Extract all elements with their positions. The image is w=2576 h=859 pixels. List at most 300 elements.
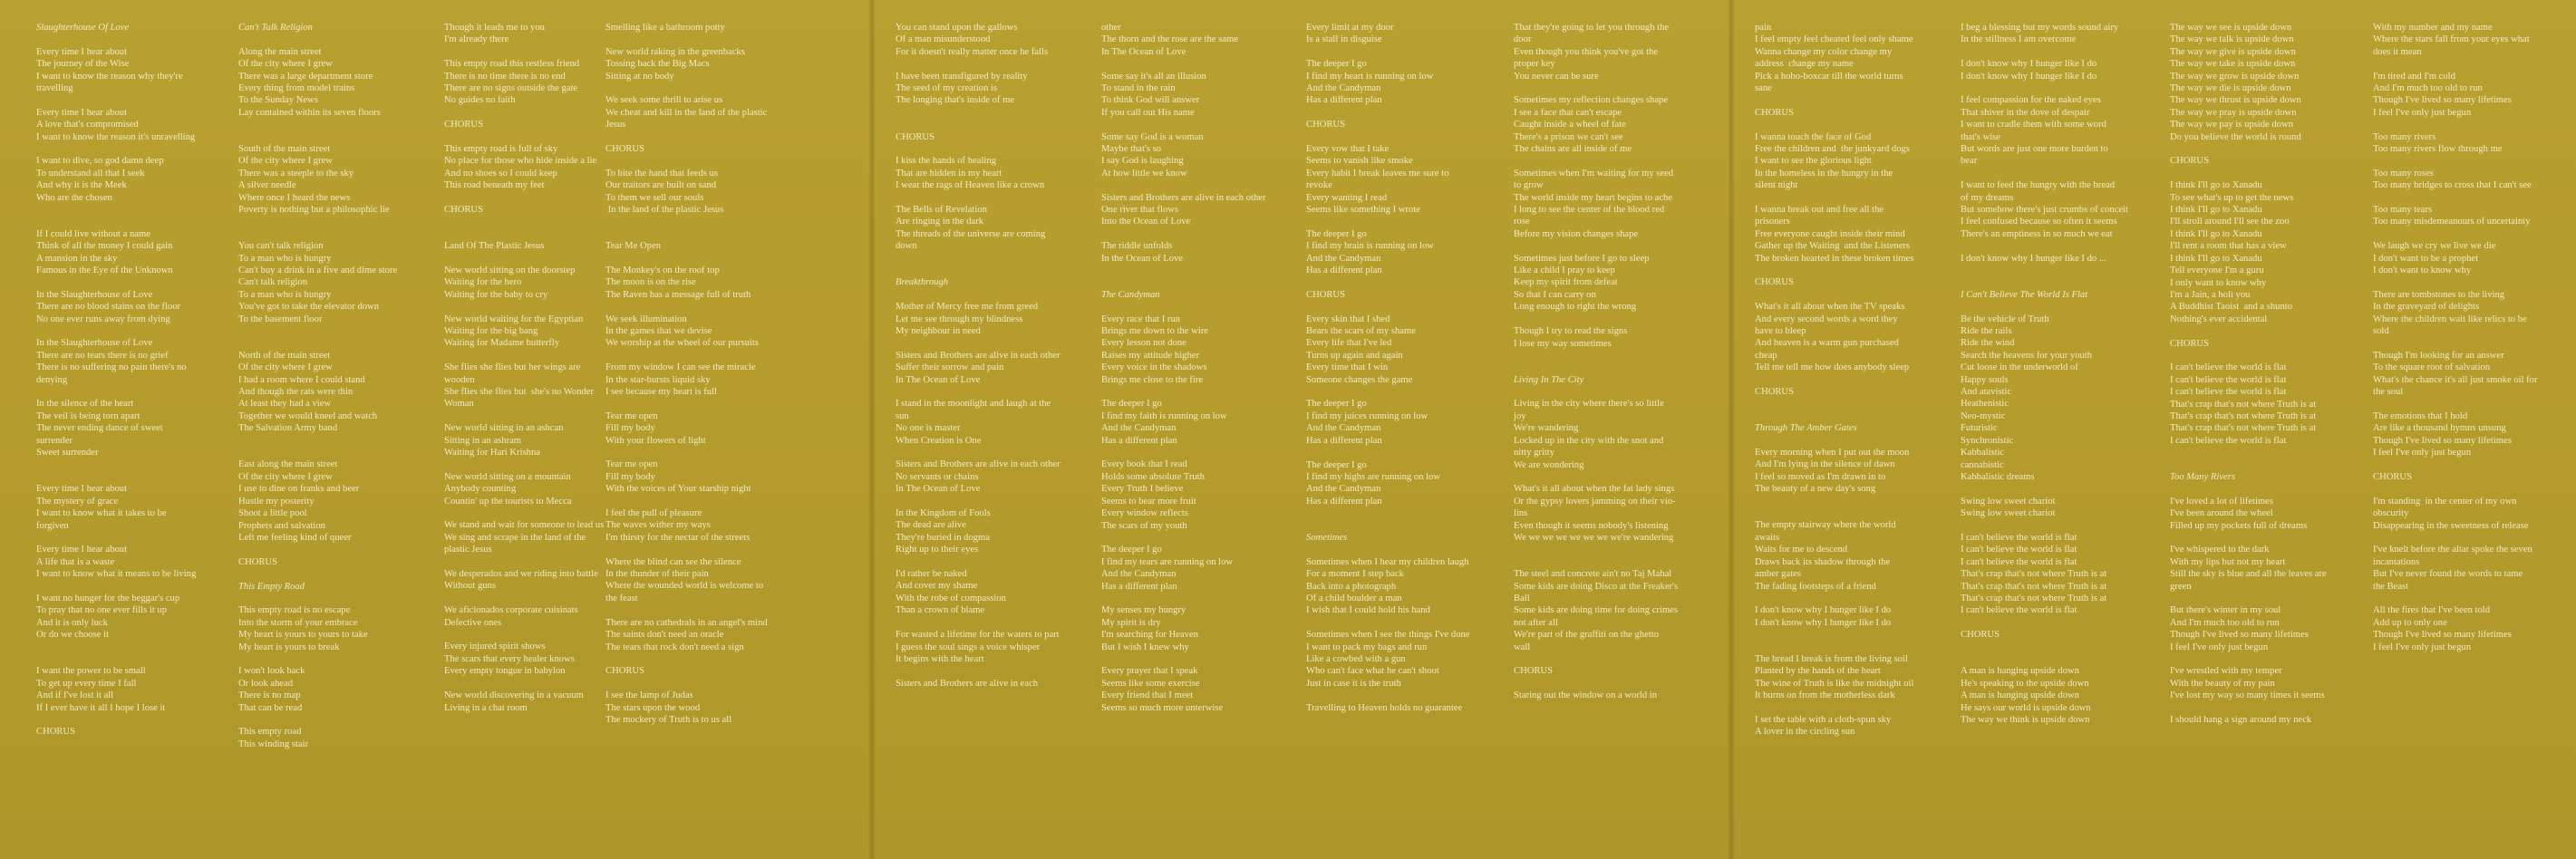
lyric-line: I can't believe the world is flat [2170,362,2287,373]
lyric-line: The beauty of a new day's song [1755,484,1876,495]
lyric-line: Ball [1514,593,1530,603]
lyric-line [36,276,218,288]
lyric-line [444,350,625,362]
lyric-line: Who are the chosen [36,192,112,203]
booklet-panel-3 [1731,0,2576,859]
lyric-line [36,216,218,227]
lyric-line: I guess the soul sings a voice whisper [896,642,1041,652]
lyric-line: The broken hearted in these broken times [1755,253,1914,264]
lyric-line [605,447,787,458]
lyric-line: There are tombstones to the living [2373,289,2505,300]
lyric-line: And heaven is a warm gun purchased [1755,338,1899,349]
lyric-line: We're wandering [1514,423,1579,434]
lyric-line [2373,593,2554,604]
lyric-line [238,568,420,580]
lyric-line [444,192,625,204]
lyric-line [2170,593,2351,604]
lyric-line: We are wondering [1514,459,1584,470]
lyric-line: You've got to take the elevator down [238,302,380,313]
lyric-line: We we we we we we we we're wandering [1514,532,1674,543]
lyric-line: East along the main street [238,459,338,470]
lyric-line: the Beast [2373,581,2409,592]
lyric-line [605,604,787,616]
lyric-line: A mansion in the sky [36,253,118,264]
lyric-line: Like a cowbed with a gun [1306,653,1406,664]
lyric-line: Too many rivers flow through me [2373,144,2503,155]
lyric-line: Caught inside a wheel of fate [1514,120,1626,130]
lyric-line [1306,131,1487,143]
lyric-line: Every life that I've led [1306,338,1392,349]
lyric-line: Defective ones [444,617,502,628]
lyric-line: The mockery of Truth is to us all [605,714,732,725]
lyric-line: Raises my attitude higher [1101,350,1199,361]
song-title: The Candyman [1101,289,1160,300]
lyric-line [238,337,420,349]
lyric-line [2373,398,2554,410]
lyric-line [896,265,1077,276]
lyric-line [1101,301,1283,313]
lyric-line: Of a man misunderstood [896,34,991,45]
lyric-line: Sometimes when I'm waiting for my seed [1514,168,1674,179]
lyric-line: There are no signs outside the gate [444,83,578,94]
lyric-line: There was a steeple to the sky [238,168,354,179]
lyric-line: The veil is being torn apart [36,410,140,421]
lyric-line: Holds some absolute Truth [1101,471,1205,482]
lyric-line [36,386,218,398]
lyric-line: We desperados and we riding into battle [444,569,598,580]
lyric-line: The way we talk is upside down [2170,34,2294,45]
lyric-line: CHORUS [36,727,75,738]
lyrics-column [2170,22,2351,726]
lyric-line [1755,192,1936,204]
lyric-line: New world sitting in an ashcan [444,423,564,434]
lyric-line: This empty road is no escape [238,605,351,616]
lyric-line: At least they had a view [238,399,332,410]
lyric-line: The deeper I go [1101,545,1162,555]
lyric-line: The journey of the Wise [36,59,130,70]
lyric-line: The saints don't need an oracle [605,630,724,641]
lyric-line: Search the heavens for your youth [1961,350,2093,361]
lyric-line: Though I'm looking for an answer [2373,350,2504,361]
lyric-line: And if I've lost it all [36,690,114,701]
lyric-line: Long enough to right the wrong [1514,302,1637,313]
lyric-line: The way we think is upside down [1961,714,2090,725]
lyric-line: The moon is on the rise [605,277,696,288]
lyric-line [1101,447,1283,458]
lyric-line: All the fires that I've been told [2373,605,2490,616]
lyric-line: I've loved a lot of lifetimes [2170,496,2273,507]
lyric-line: A life that is a waste [36,556,115,567]
lyric-line [896,289,1077,301]
lyric-line [1514,471,1695,483]
lyric-line: You can't talk religion [238,241,324,252]
lyric-line: Heathenistic [1961,399,2009,410]
lyric-line [1755,702,1936,714]
lyric-line: I find my heart is running on low [1306,71,1434,82]
lyric-line: Turns up again and again [1306,350,1403,361]
lyric-line [238,593,420,604]
lyric-line: For wasted a lifetime for the waters to part [896,630,1060,641]
lyric-line: Every empty tongue in babylon [444,666,566,677]
lyric-line: Or look ahead [238,678,294,689]
lyric-line [238,447,420,458]
lyric-line: Land Of The Plastic Jesus [444,241,545,252]
lyric-line: There is no suffering no pain there's no [36,362,187,373]
lyric-line: To the basement floor [238,314,323,324]
lyric-line: Seems like some exercise [1101,678,1200,689]
lyric-line: Cut loose in the underworld of [1961,362,2078,373]
lyric-line: What's it all about when the fat lady sings [1514,484,1675,495]
lyric-line: Our traitors are built on sand [605,180,717,191]
lyric-line: Back into a photograph [1306,581,1397,592]
lyric-line: My heart is yours to yours to take [238,630,368,641]
lyric-line: Free the children and the junkyard dogs [1755,144,1910,155]
lyric-line [444,301,625,313]
lyric-line [896,496,1077,507]
lyric-line: In The Ocean of Love [1101,46,1186,57]
lyric-line: I can't believe the world is flat [2170,374,2287,385]
lyric-line: Of the city where I grew [238,471,333,482]
lyric-line: Every morning when I put out the moon [1755,448,1910,458]
lyric-line: Keep my spirit from defeat [1514,277,1618,288]
lyric-line: I don't know why I hunger like I do [1961,71,2097,82]
lyric-line [238,34,420,45]
lyric-line: plastic Jesus [444,545,492,555]
lyric-line: The fading footsteps of a friend [1755,581,1876,592]
lyric-line: Some say God is a woman [1101,131,1204,142]
lyric-line: The empty stairway where the world [1755,520,1896,531]
lyric-line: With the voices of Your starship night [605,484,751,495]
lyric-line: Just in case it is the truth [1306,678,1401,689]
lyric-line: I feel compassion for the naked eyes [1961,95,2101,106]
lyric-line: The emotions that I hold [2373,410,2468,421]
song-title: Slaughterhouse Of Love [36,23,130,33]
lyric-line: Waiting for the baby to cry [444,289,548,300]
lyric-line: I want no hunger for the beggar's cup [36,593,180,603]
lyric-line: In The Ocean of Love [896,374,981,385]
lyric-line: The steel and concrete ain't no Taj Mahal [1514,569,1672,580]
lyric-line: I want the power to be small [36,666,146,677]
lyric-line: awaits [1755,532,1780,543]
lyric-line: address change my name [1755,59,1854,70]
lyric-line: Ride the wind [1961,338,2015,349]
lyric-line: The tears that rock don't need a sign [605,642,744,652]
lyric-line [1101,653,1283,665]
lyric-line: I only want to know why [2170,277,2267,288]
lyric-line: Where the stars fall from your eyes what [2373,34,2530,45]
lyric-line: I wanna touch the face of God [1755,131,1872,142]
lyric-line: does it mean [2373,46,2422,57]
lyric-line [1514,362,1695,373]
lyric-line [1514,350,1695,362]
lyric-line: The chains are all inside of me [1514,144,1632,155]
lyric-line: Tear me open [605,410,658,421]
lyric-line: CHORUS [605,144,644,155]
lyric-line: He's speaking to the upside down [1961,678,2089,689]
lyric-line: Nothing's ever accidental [2170,314,2268,324]
lyric-line: wall [1514,642,1531,652]
lyric-line: cannabistic [1961,459,2004,470]
lyric-line: Of the city where I grew [238,156,333,167]
lyric-line: CHORUS [444,205,483,216]
lyric-line: Into the storm of your embrace [238,617,358,628]
lyric-line [605,155,787,167]
lyric-line [2373,192,2554,204]
lyric-line: Wanna change my color change my [1755,46,1893,57]
lyric-line: Though I've lived so many lifetimes [2170,630,2309,641]
lyric-line: She flies she flies but she's no Wonder [444,387,595,398]
lyric-line [1961,301,2142,313]
lyric-line: Even though it seems nobody's listening [1514,520,1669,531]
lyric-line: Than a crown of blame [896,605,985,616]
lyric-line: I'd rather be naked [896,569,967,580]
lyric-line [896,119,1077,130]
lyric-line: And no shoes so I could keep [444,168,557,179]
lyric-line: That shiver in the dove of despair [1961,107,2090,118]
lyric-line: I can't believe the world is flat [1961,605,2077,616]
booklet-fold [1728,0,1735,859]
lyric-line: It burns on from the motherless dark [1755,690,1895,701]
lyric-line [2170,143,2351,155]
lyric-line [1514,314,1695,325]
lyric-line [1755,496,1936,507]
song-title: This Empty Road [238,581,305,592]
lyric-line: The bread I break is from the living soil [1755,653,1908,664]
lyric-line: CHORUS [2170,156,2209,167]
lyric-line: Sometimes when I see the things I've done [1306,630,1470,641]
lyric-line [1306,507,1487,519]
lyric-line: Though I try to read the signs [1514,326,1628,337]
lyric-line: New world waiting for the Egyptian [444,314,584,324]
lyric-line: Every friend that I meet [1101,690,1194,701]
lyric-line: Where the blind can see the silence [605,556,741,567]
lyric-line: And the Candyman [1306,484,1381,495]
lyric-line [1961,520,2142,532]
lyric-line: In the homeless in the hungry in the [1755,168,1893,179]
lyric-line: The way we take is upside down [2170,59,2296,70]
lyric-line: the soul [2373,387,2404,398]
lyric-line [896,107,1077,119]
lyrics-column [1101,22,1283,714]
lyric-line: It begins with the heart [896,653,984,664]
lyric-line: CHORUS [2170,338,2209,349]
song-title: Too Many Rivers [2170,471,2235,482]
lyric-line: amber gates [1755,569,1801,580]
lyric-line [1961,82,2142,94]
lyric-line: I'll stroll around I'll see the zoo [2170,217,2290,227]
lyric-line: Lay contained within its seven floors [238,107,381,118]
lyric-line [2373,459,2554,471]
lyric-line: I find my highs are running on low [1306,471,1440,482]
lyric-line: lins [1514,508,1528,519]
lyric-line: I want to pack my bags and run [1306,642,1428,652]
lyric-line: The way we see is upside down [2170,23,2292,33]
lyric-line: And why it is the Meek [36,180,127,191]
lyric-line [605,228,787,240]
lyric-line: Futuristic [1961,423,1998,434]
lyric-line: I don't want to be a prophet [2373,253,2479,264]
lyric-line: I see the lamp of Judas [605,690,693,701]
lyric-line: Living in the city where there's so little [1514,399,1664,410]
lyric-line: Still the sky is blue and all the leaves are [2170,569,2327,580]
lyric-line: And I'm lying in the silence of dawn [1755,459,1895,470]
lyric-line: Waits for me to descend [1755,545,1848,555]
lyric-line: No guides no faith [444,95,516,106]
lyric-line: For it doesn't really matter once he falls [896,46,1049,57]
lyric-line: The way we grow is upside down [2170,71,2300,82]
lyric-line: A Buddhist Taoist and a shunto [2170,302,2293,313]
lyric-line: Waiting for the big bang [444,326,538,337]
lyric-line: We aficionados corporate cuisinats [444,605,578,616]
lyric-line: I've lost my way so many times it seems [2170,690,2325,701]
lyric-line [2373,532,2554,544]
lyric-line: A silver needle [238,180,296,191]
lyrics-column [1514,22,1695,702]
lyric-line: One river that flows [1101,205,1179,216]
lyric-line: And atavistic [1961,387,2012,398]
lyric-line: There is no time there is no end [444,71,566,82]
lyric-line: In the graveyard of delights [2373,302,2480,313]
lyric-line: door [1514,34,1532,45]
lyric-line: Has a different plan [1306,496,1382,507]
lyric-line [1306,46,1487,58]
lyric-line: What's it all about when the TV speaks [1755,302,1905,313]
lyric-line: Synchronistic [1961,435,2014,446]
lyric-line: And I'm much too old to run [2170,617,2280,628]
lyric-line [1755,410,1936,422]
lyric-line: Into the Ocean of Love [1101,217,1191,227]
lyrics-column [444,22,625,714]
lyric-line: I don't know why I hunger like I do [1755,605,1892,616]
lyric-line: And cover my shame [896,581,978,592]
lyric-line: And the Candyman [1306,423,1381,434]
lyric-line: Is a stall in disguise [1306,34,1382,45]
lyric-line [605,544,787,555]
lyric-line: CHORUS [444,120,483,130]
lyric-line [444,556,625,568]
lyric-line: I want to know what it means to be living [36,569,197,580]
lyric-line: I'm already there [444,34,509,45]
lyric-line: I say God is laughing [1101,156,1184,167]
lyric-line: To the Sunday News [238,95,318,106]
lyric-line: To understand all that I seek [36,168,145,179]
lyric-line: The Salvation Army band [238,423,338,434]
lyric-line: I feel confused because so often it seems [1961,217,2117,227]
lyric-line: I use to dine on franks and beer [238,484,360,495]
lyric-line: The way we pay is upside down [2170,120,2293,130]
lyric-line [1514,386,1695,398]
lyric-line: With the beauty of my pain [2170,678,2275,689]
lyric-line: But I've never found the words to tame [2373,569,2523,580]
lyric-line [1306,690,1487,701]
lyric-line: My spirit is dry [1101,617,1161,628]
lyric-line: We cheat and kill in the land of the plastic [605,107,768,118]
lyric-line [1961,276,2142,288]
lyric-line: Tossing back the Big Macs [605,59,710,70]
lyric-line: I'll rent a room that has a view [2170,241,2287,252]
lyric-line: I feel I've only just begun [2373,448,2472,458]
lyric-line: Sisters and Brothers are alive in each other [896,350,1060,361]
lyric-line [1101,386,1283,398]
lyric-line [1101,532,1283,544]
lyric-line: rose [1514,217,1530,227]
lyric-line: Seems so much more unterwise [1101,702,1224,713]
lyric-line: No one is master [896,423,961,434]
lyric-line: Every race that I run [1101,314,1181,324]
lyric-line [444,410,625,422]
lyric-line: prisoners [1755,217,1790,227]
lyric-line [1755,642,1936,653]
lyric-line: Shoot a little pool [238,508,307,519]
lyric-line: Every book that I read [1101,459,1187,470]
lyric-line [1755,119,1936,130]
lyric-line: What's the chance it's all just smoke oil for [2373,374,2538,385]
lyric-line: Who can't face what he can't shoot [1306,666,1439,677]
lyric-line [896,337,1077,349]
lyric-line: To a man who is hungry [238,289,332,300]
lyric-line: My neighbour in need [896,326,981,337]
lyric-line [2170,447,2351,458]
lyric-line [1306,447,1487,458]
lyric-line [444,228,625,240]
lyrics-column [1306,22,1487,714]
lyric-line [1514,556,1695,568]
lyric-line: South of the main street [238,144,331,155]
lyric-line [1755,435,1936,447]
lyric-line: Too many tears [2373,205,2433,216]
lyric-line: Waiting for the hero [444,277,522,288]
lyric-line: I think I'll go to Xanadu [2170,253,2262,264]
lyric-line: Every window reflects [1101,508,1188,519]
lyric-line [1101,276,1283,288]
lyric-line: Brings me close to the fire [1101,374,1204,385]
lyric-line [2170,350,2351,362]
lyric-line: At how little we know [1101,168,1187,179]
lyrics-column [1755,22,1936,738]
lyric-line: Locked up in the city with the snot and [1514,435,1664,446]
lyric-line: Before my vision changes shape [1514,228,1639,239]
lyric-line [2373,276,2554,288]
lyric-line: green [2170,581,2192,592]
lyric-line [896,253,1077,265]
lyric-line [444,629,625,641]
lyric-line: Though I've lived so many lifetimes [2373,630,2512,641]
lyric-line: In the games that we devise [605,326,712,337]
lyric-line [1514,155,1695,167]
lyric-line: Sweet surrender [36,448,99,458]
booklet-panel-2 [872,0,1731,859]
lyric-line [36,653,218,665]
lyric-line: The dead are alive [896,520,966,531]
lyric-line: Every time I hear about [36,484,128,495]
lyric-line: Every habit I break leaves me sure to [1306,168,1449,179]
lyric-line: And I'm much too old to run [2373,83,2483,94]
lyric-line: CHORUS [1306,289,1345,300]
lyric-line: Some kids are doing Disco at the Freaker's [1514,581,1679,592]
lyric-line [605,496,787,507]
lyric-line: There is no map [238,690,301,701]
lyric-line: Tear me open [605,459,658,470]
lyric-line: The riddle unfolds [1101,241,1173,252]
lyric-line: Left me feeling kind of queer [238,532,352,543]
lyric-line: Has a different plan [1306,435,1382,446]
lyric-line [1101,593,1283,604]
lyric-line: Without guns [444,581,496,592]
lyric-line: Along the main street [238,46,322,57]
lyric-line: There are no blood stains on the floor [36,302,181,313]
lyric-line: Together we would kneel and watch [238,410,378,421]
lyric-line [1755,94,1936,106]
